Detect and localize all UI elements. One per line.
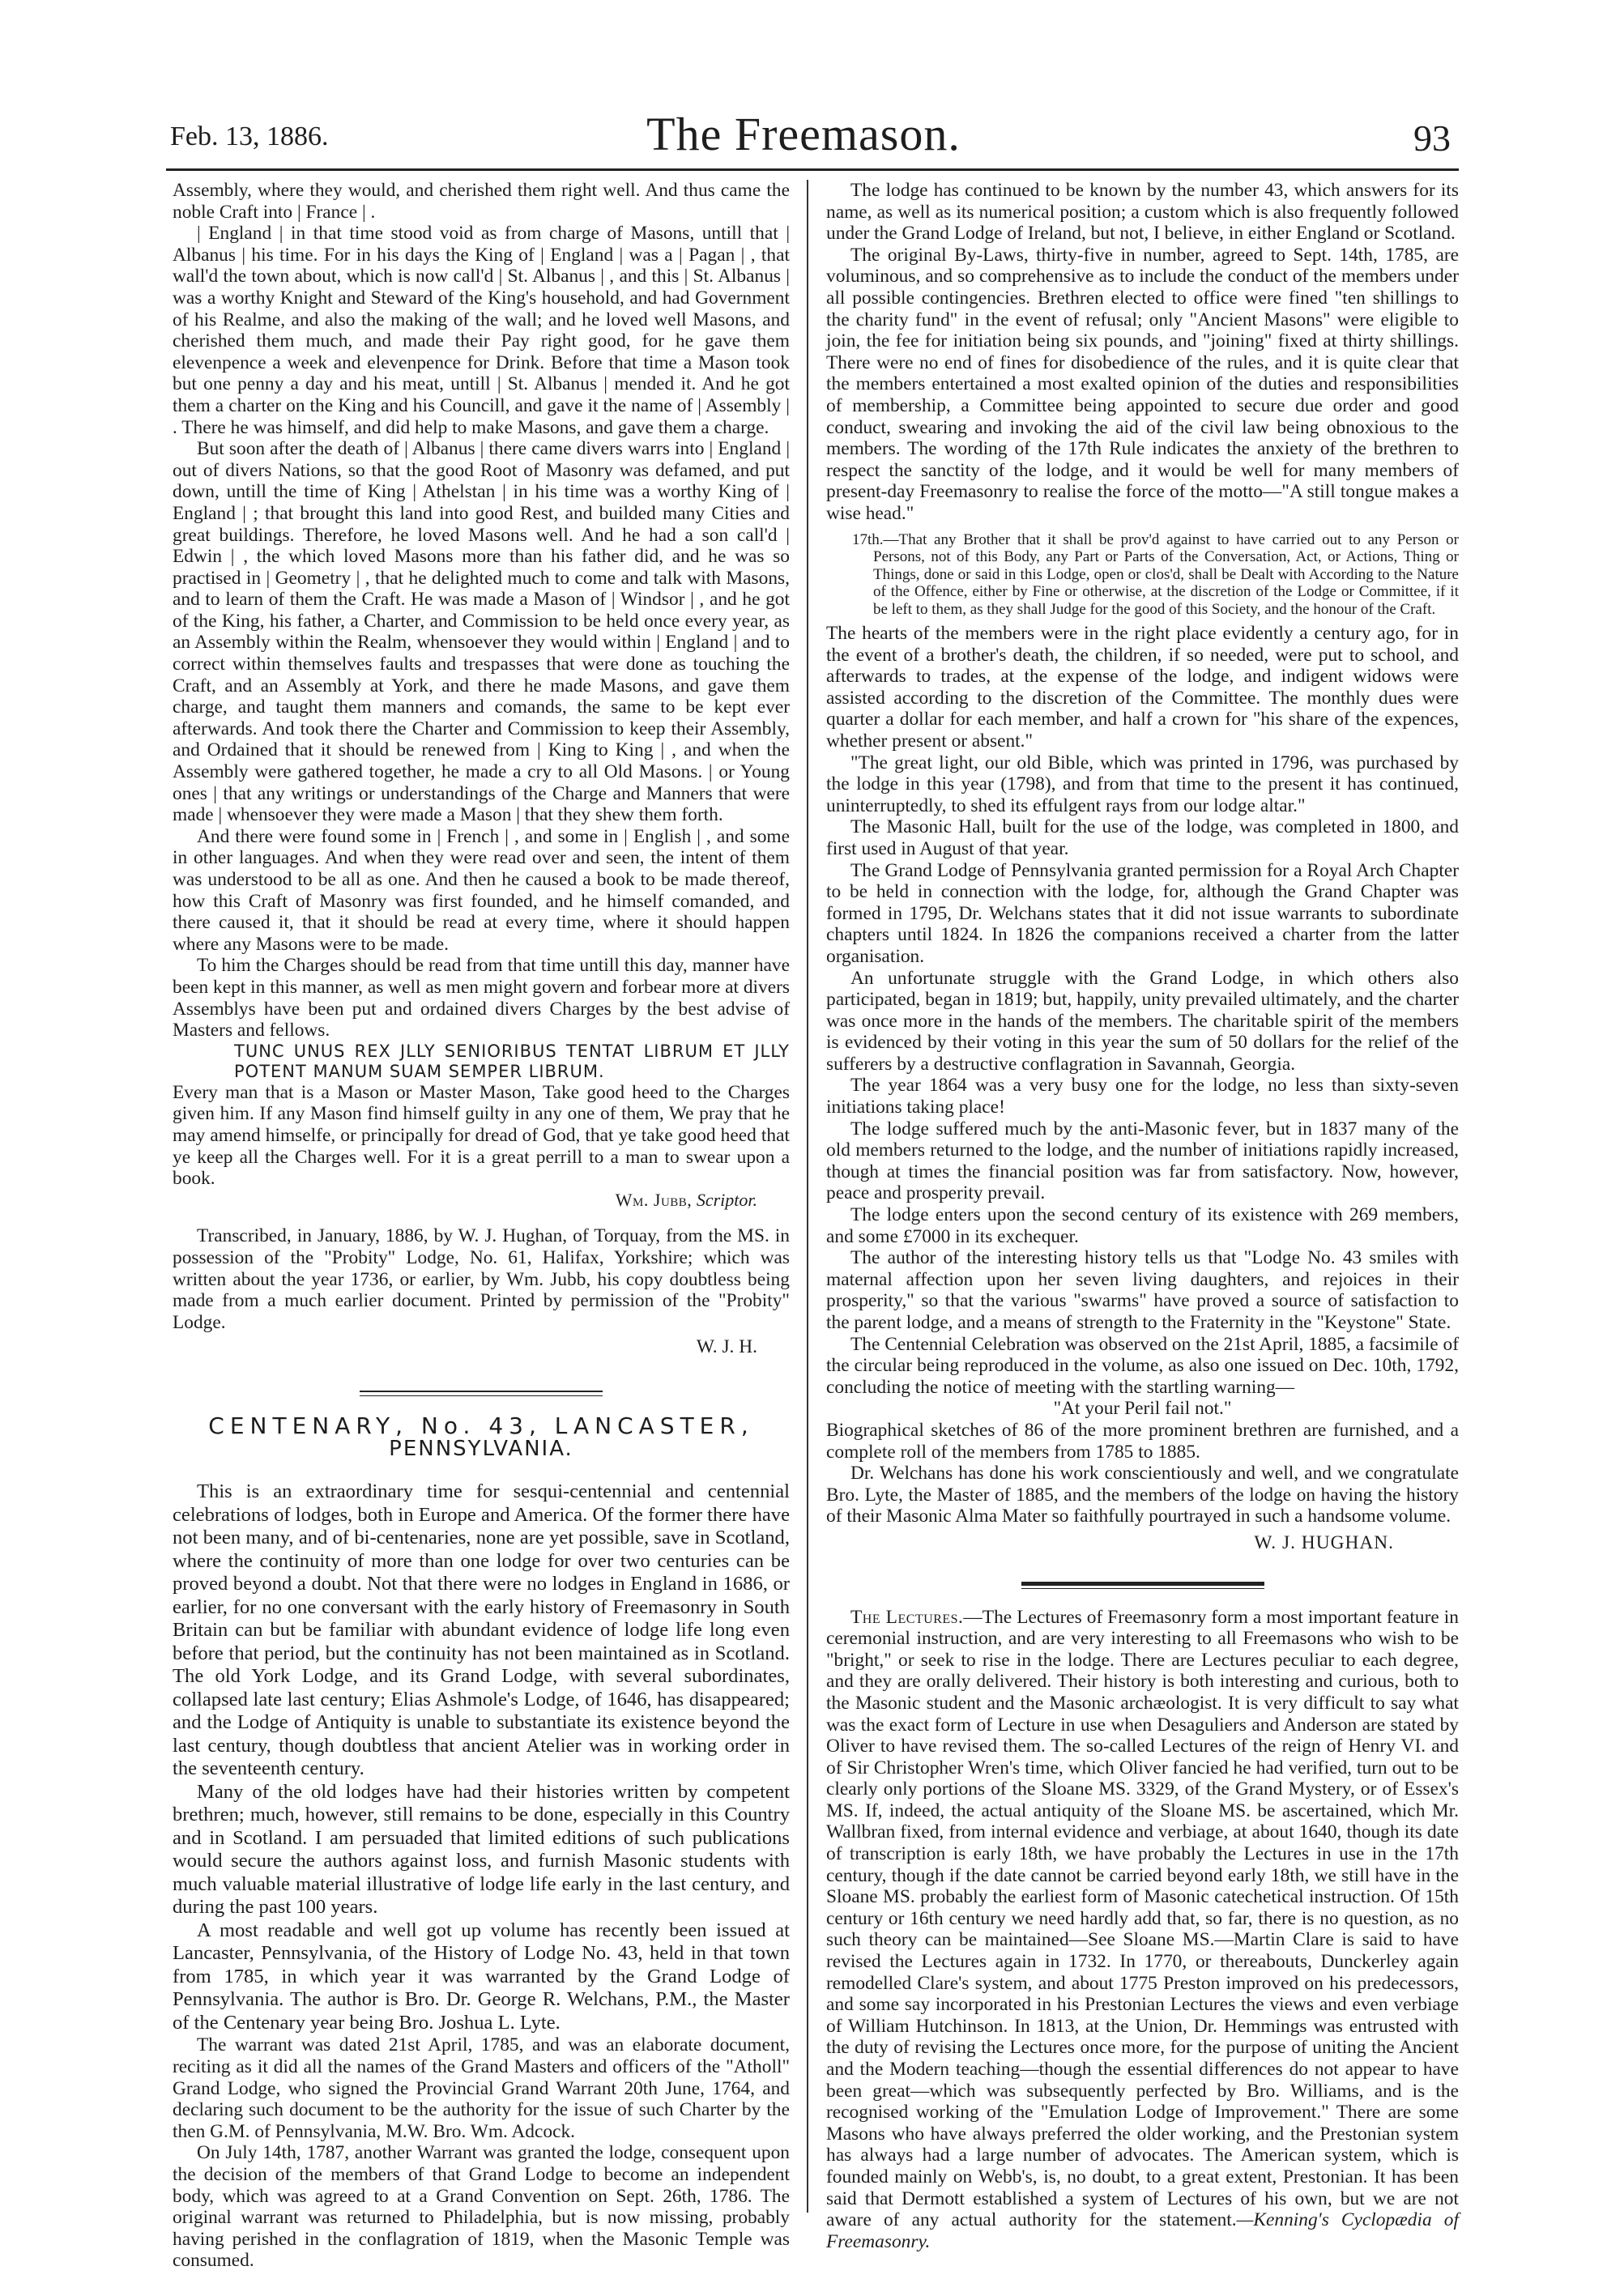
header-rule: [166, 168, 1459, 171]
article-paragraph: The lodge suffered much by the anti-Masonic fever, but in 1837 many of the old members returned to the lodge, and the number of initiations rapidly increased, though at times the financial position was far from satisfactory. Now, however, peace and prosperity prevail.: [826, 1118, 1459, 1204]
section-rule: [360, 1391, 603, 1396]
charges-paragraph: But soon after the death of | Albanus | there came divers warrs into | England | out of divers Nations, so that the good Root of Masonry was defamed, and put down, untill the time of King | Athelstan | in his time was a worthy King of | England | ; that brought this land into good Rest, and builded many Cities and great buildings. Therefore, he loved Masons well. And he had a son call'd | Edwin | , the which loved Masons more than his father did, and he was so practised in | Geometry | , that he delighted much to come and talk with Masons, and to learn of them the Craft. He was made a Mason of | Windsor | , and he got of the King, his father, a Charter, and Commission to be held once every year, as an Assembly within the Realm, whensoever they would within | England | and to correct within themselves faults and trespasses that were done as touching the Craft, and an Assembly at York, and there he made Masons, and gave them charge, and taught them manners and comands, the same to be kept ever afterwards. And took there the Charter and Commission to keep their Assembly, and Ordained that it should be renewed from | King to King | , and when the Assembly were gathered together, he made a cry to all Old Masons. | or Young ones | that any writings or understandings of the Charge and Manners that were made | whensoever they were made a Mason | that they shew them forth.: [173, 438, 790, 826]
article-headline: CENTENARY, No. 43, LANCASTER,: [208, 1412, 754, 1439]
article-subheadline: PENNSYLVANIA.: [389, 1436, 573, 1461]
issue-date: Feb. 13, 1886.: [170, 121, 329, 151]
article-author: W. J. HUGHAN.: [1254, 1531, 1394, 1553]
page-number: 93: [1413, 117, 1451, 159]
charges-paragraph: Assembly, where they would, and cherished them right well. And thus came the noble Craft into | France | .: [173, 180, 790, 223]
section-rule: [1021, 1582, 1264, 1589]
article-paragraph: The Centennial Celebration was observed on the 21st April, 1885, a facsimile of the circular being reproduced in the volume, as also one issued on Dec. 10th, 1792, concluding the notice of meeting with the startling warning—: [826, 1333, 1459, 1398]
article-paragraph: The year 1864 was a very busy one for the lodge, no less than sixty-seven initiations taking place!: [826, 1075, 1459, 1118]
article-paragraph: Many of the old lodges have had their histories written by competent brethren; much, however, still remains to be done, especially in this Country and in Scotland. I am persuaded that limited editions of such publications would secure the authors against loss, and furnish Masonic students with much valuable material illustrative of lodge life early in the last century, and during the past 100 years.: [173, 1780, 790, 1919]
article-paragraph: "The great light, our old Bible, which was printed in 1796, was purchased by the lodge in this year (1798), and from that time to the present it has continued, uninterruptedly, to shed its effulgent rays from our lodge altar.": [826, 752, 1459, 816]
article-paragraph: The warrant was dated 21st April, 1785, and was an elaborate document, reciting as it did all the names of the Grand Masters and officers of the "Atholl" Grand Lodge, who signed the Provincial Grand Warrant 20th June, 1764, and declaring such document to be the authority for the issue of such Charter by the then G.M. of Pennsylvania, M.W. Bro. Wm. Adcock.: [173, 2034, 790, 2142]
masthead: [0, 0, 1607, 170]
column-divider: [807, 180, 808, 2213]
article-paragraph: The lodge has continued to be known by the number 43, which answers for its name, as well as its numerical position; a custom which is also frequently followed under the Grand Lodge of Ireland, but not, I believe, in either England or Scotland.: [826, 180, 1459, 245]
article-paragraph: The hearts of the members were in the right place evidently a century ago, for in the event of a brother's death, the children, if so needed, were put to school, and afterwards to trades, at the expense of the lodge, and indigent widows were assisted according to the discretion of the Committee. The monthly dues were quarter a dollar for each member, and half a crown for "his share of the expences, whether present or absent.": [826, 623, 1459, 752]
article-paragraph: The lodge enters upon the second century of its existence with 269 members, and some £7000 in its exchequer.: [826, 1204, 1459, 1247]
charges-paragraph: | England | in that time stood void as from charge of Masons, untill that | Albanus | his time. For in his days the King of | England | was a | Pagan | , that wall'd the town about, which is now call'd | St. Albanus | , and this | St. Albanus | was a worthy Knight and Steward of the King's household, and had Government of his Realme, and also the making of the wall; and he loved well Masons, and cherished them much, and made their Pay right good, for he gave them elevenpence a week and elevenpence for Drink. Before that time a Mason took but one penny a day and his meat, untill | St. Albanus | mended it. And he got them a charter on the King and his Councill, and gave it the name of | Assembly | . There he was himself, and did help to make Masons, and gave them a charge.: [173, 223, 790, 438]
article-paragraph: A most readable and well got up volume has recently been issued at Lancaster, Pennsylvania, of the History of Lodge No. 43, held in that town from 1785, in which year it was warranted by the Grand Lodge of Pennsylvania. The author is Bro. Dr. George R. Welchans, P.M., the Master of the Centenary year being Bro. Joshua L. Lyte.: [173, 1919, 790, 2034]
article-paragraph: On July 14th, 1787, another Warrant was granted the lodge, consequent upon the decision of the members of that Grand Lodge to become an independent body, which was agreed to at a Grand Convention on Sept. 26th, 1786. The original warrant was returned to Philadelphia, but is now missing, probably having perished in the conflagration of 1819, when the Masonic Temple was consumed.: [173, 2142, 790, 2272]
by-law-quote: 17th.—That any Brother that it shall be prov'd against to have carried out to any Person or Persons, not of this Body, any Part or Parts of the Conversation, Act, or Actions, Thing or Things, done or said in this Lodge, open or clos'd, shall be Dealt with According to the Nature of the Offence, either by Fine or otherwise, at the discretion of the Lodge or Committee, if it be left to them, as they shall Judge for the good of this Society, and the honour of the Craft.: [852, 530, 1459, 618]
lectures-article: [826, 1607, 1459, 2253]
author-initials: W. J. H.: [696, 1336, 757, 1358]
article-paragraph: Dr. Welchans has done his work conscientiously and well, and we congratulate Bro. Lyte, the Master of 1885, and the members of the lodge on having the history of their Masonic Alma Mater so faithfully pourtrayed in such a handsome volume.: [826, 1463, 1459, 1527]
charges-paragraph: To him the Charges should be read from that time untill this day, manner have been kept in this manner, as well as men might govern and forbear more at divers Assemblys have been put and ordained divers Charges by the best advise of Masters and fellows.: [173, 955, 790, 1042]
right-column: [826, 180, 1459, 2252]
article-paragraph: The Masonic Hall, built for the use of the lodge, was completed in 1800, and first used in August of that year.: [826, 816, 1459, 859]
article-paragraph: The Grand Lodge of Pennsylvania granted permission for a Royal Arch Chapter to be held in connection with the lodge, for, although the Grand Chapter was formed in 1795, Dr. Welchans states that it did not issue warrants to subordinate chapters until 1824. In 1826 the companions received a charter from the latter organisation.: [826, 859, 1459, 967]
latin-inscription: TUNC UNUS REX JLLY SENIORIBUS TENTAT LIBRUM ET JLLY POTENT MANUM SUAM SEMPER LIBRUM.: [234, 1041, 790, 1081]
article-paragraph: The author of the interesting history tells us that "Lodge No. 43 smiles with maternal affection upon her seven living daughters, and rejoices in their prosperity," so that the various "swarms" have proved a source of satisfaction to the parent lodge, and a means of strength to the Fraternity in the "Keystone" State.: [826, 1247, 1459, 1333]
scribe-signature: [173, 1190, 790, 1212]
closing-charge: Every man that is a Mason or Master Mason, Take good heed to the Charges given him. If any Mason find himself guilty in any one of them, We pray that he may amend himselfe, or principally for dread of God, that ye take good heed that ye keep all the Charges well. For it is a great perrill to a man to swear upon a book.: [173, 1081, 790, 1190]
charges-paragraph: And there were found some in | French | , and some in | English | , and some in other languages. And when they were read over and seen, the intent of them was understood to be all as one. And then he caused a book to be made thereof, how this Craft of Masonry was first founded, and he himself comanded, and there caused it, that it should be read at every time, where it should happen where any Masons were to be made.: [173, 825, 790, 955]
lectures-source: —Kenning's Cyclopædia of Freemasonry.: [826, 2209, 1459, 2252]
lectures-lead: The Lectures.: [850, 1606, 964, 1628]
article-paragraph: This is an extraordinary time for sesqui-centennial and centennial celebrations of lodges, both in Europe and America. Of the former there have not been many, and of bi-centenaries, none are yet possible, save in Scotland, where the continuity of more than one lodge for over two centuries can be proved beyond a doubt. Not that there were no lodges in England in 1686, or earlier, for no one conversant with the early history of Freemasonry in South Britain can but be familiar with abundant evidence of lodge life long even before that period, but the continuity has not been maintained as in Scotland. The old York Lodge, and its Grand Lodge, with several subordinates, collapsed late last century; Elias Ashmole's Lodge, of 1646, has disappeared; and the Lodge of Antiquity is unable to substantiate its existence beyond the last century, though doubtless that ancient Atelier was in working order in the seventeenth century.: [173, 1480, 790, 1780]
transcription-note: Transcribed, in January, 1886, by W. J. Hughan, of Torquay, from the MS. in possession of the "Probity" Lodge, No. 61, Halifax, Yorkshire; which was written about the year 1736, or earlier, by Wm. Jubb, his copy doubtless being made from a much earlier document. Printed by permission of the "Probity" Lodge.: [173, 1225, 790, 1333]
newspaper-title: The Freemason.: [646, 108, 961, 160]
signature-role: Scriptor.: [696, 1189, 757, 1210]
lectures-body: —The Lectures of Freemasonry form a most important feature in ceremonial instruction, and are very interesting to all Freemasons who wish to be "bright," or seek to rise in the lodge. There are Lectures peculiar to each degree, and they are orally delivered. Their history is both interesting and curious, both to the Masonic student and the Masonic archæologist. It is very difficult to say what was the exact form of Lecture in use when Desaguliers and Anderson are stated by Oliver to have revised them. The so-called Lectures of the reign of Henry VI. and of Sir Christopher Wren's time, which Oliver fancied he had verified, turn out to be clearly only portions of the Sloane MS. 3329, of the Grand Mystery, or of Essex's MS. If, indeed, the actual antiquity of the Sloane MS. be ascertained, which Mr. Wallbran fixed, from internal evidence and verbiage, at about 1640, though its date of transcription is early 18th, we have probably the Lectures in use in the 17th century, though if the date cannot be carried beyond early 18th, we still have in the Sloane MS. probably the earliest form of Masonic catechetical instruction. Of 15th century or 16th century we need hardly add that, so far, there is no question, as no such theory can be maintained—See Sloane MS.—Martin Clare is said to have revised the Lectures again in 1732. In 1770, or thereabouts, Dunckerley again remodelled Clare's system, and about 1775 Preston improved on his predecessors, and some say incorporated in his Prestonian Lectures the views and even verbiage of William Hutchinson. In 1813, at the Union, Dr. Hemmings was entrusted with the duty of revising the Lectures once more, for the purpose of uniting the Ancient and the Modern teaching—though the essential differences do not appear to have been great—which was subsequently perfected by Bro. Williams, and is the recognised working of the "Emulation Lodge of Improvement." There are some Masons who have always preferred the older working, and the Prestonian system has always had a large number of advocates. The American system, which is founded mainly on Webb's, is, no doubt, to a great extent, Prestonian. It has been said that Dermott established a system of Lectures of his own, but we are not aware of any actual authority for the statement.: [826, 1606, 1459, 2231]
motto-quote: "At your Peril fail not.": [1053, 1398, 1232, 1420]
left-column: [173, 180, 790, 2272]
article-paragraph: Biographical sketches of 86 of the more prominent brethren are furnished, and a complete roll of the members from 1785 to 1885.: [826, 1419, 1459, 1463]
article-paragraph: An unfortunate struggle with the Grand Lodge, in which others also participated, began in 1819; but, happily, unity prevailed ultimately, and the charter was once more in the hands of the members. The charitable spirit of the members is evidenced by their voting in this year the sum of 50 dollars for the relief of the sufferers by a destructive conflagration in Savannah, Georgia.: [826, 967, 1459, 1075]
article-paragraph: The original By-Laws, thirty-five in number, agreed to Sept. 14th, 1785, are voluminous, and so comprehensive as to include the conduct of the members under all possible contingencies. Brethren elected to office were fined "ten shillings to the charity fund" in the event of refusal; only "Ancient Masons" were eligible to join, the fee for initiation being six pounds, and "joining" fixed at thirty shillings. There were no end of fines for disobedience of the rules, and it is quite clear that the members entertained a most exalted opinion of the duties and responsibilities of membership, a Committee being appointed to secure due order and good conduct, swearing and invoking the aid of the civil law being obnoxious to the members. The wording of the 17th Rule indicates the anxiety of the brethren to respect the sanctity of the lodge, and it would be well for many members of present-day Freemasonry to realise the force of the motto—"A still tongue makes a wise head.": [826, 244, 1459, 524]
signature-name: Wm. Jubb,: [615, 1189, 693, 1210]
